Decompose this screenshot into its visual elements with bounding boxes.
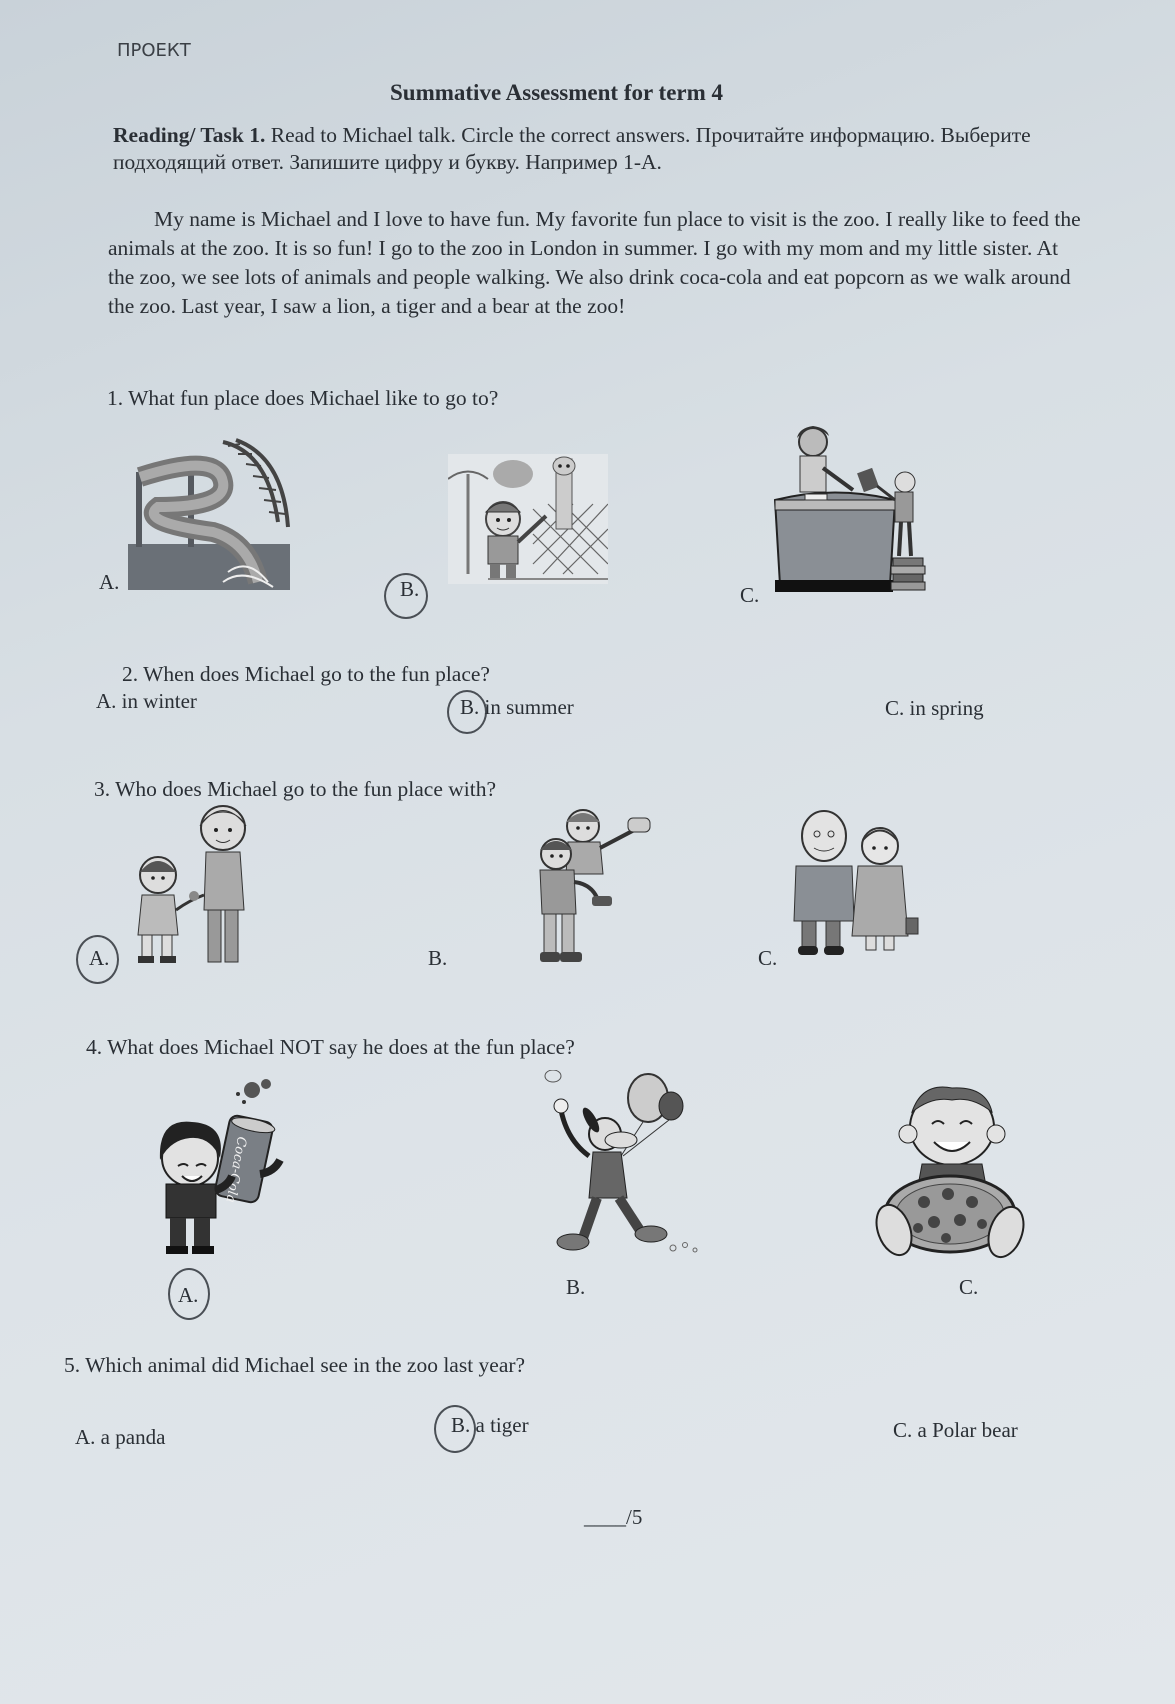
reading-passage: My name is Michael and I love to have fun. My favorite fun place to visit is the zoo. I really like to feed the animals at the zoo. It is so fun! I go to the zoo in London in summer. I go with my mom and my little sister. At the zoo, we see lots of animals and people walking. We also drink coca-cola and eat popcorn as we walk around the zoo. Last year, I saw a lion, a tiger and a bear at the zoo! bbox=[108, 207, 1081, 318]
q5-option-c[interactable] bbox=[893, 1418, 1018, 1443]
q2-option-c-text: in spring bbox=[909, 696, 984, 720]
q4-option-c[interactable]: C. bbox=[959, 1275, 979, 1299]
cola-can-label: Coca-Cola bbox=[222, 1135, 249, 1204]
page-title: Summative Assessment for term 4 bbox=[390, 80, 724, 105]
q5-option-a[interactable] bbox=[75, 1425, 165, 1450]
q5-option-b-letter: B. bbox=[451, 1413, 471, 1437]
question-4-text: 4. What does Michael NOT say he does at the fun place? bbox=[86, 1035, 575, 1059]
q3-option-a[interactable]: A. bbox=[89, 946, 110, 970]
q2-option-b-text: in summer bbox=[484, 695, 574, 719]
kids-piggyback-picture bbox=[528, 804, 663, 969]
q1-option-c[interactable]: C. bbox=[740, 583, 760, 607]
q4-option-a[interactable]: A. bbox=[178, 1283, 199, 1307]
grandparents-picture bbox=[786, 806, 921, 961]
library-desk-picture bbox=[765, 420, 930, 600]
q3-option-b[interactable]: B. bbox=[428, 946, 448, 970]
q1-option-b[interactable]: B. bbox=[400, 577, 420, 601]
goofy-balloons-picture bbox=[533, 1070, 708, 1260]
draft-stamp: ПРОЕКТ bbox=[117, 40, 191, 61]
question-1-text: 1. What fun place does Michael like to go to? bbox=[107, 386, 499, 410]
zoo-giraffe-picture bbox=[448, 454, 608, 584]
task-instructions bbox=[113, 122, 1093, 176]
score-total: /5 bbox=[626, 1505, 643, 1529]
q2-option-a-text: in winter bbox=[121, 689, 197, 713]
boy-with-pizza-picture bbox=[872, 1082, 1027, 1272]
q1-option-a[interactable]: A. bbox=[99, 570, 120, 594]
q5-option-c-letter: C. bbox=[893, 1418, 913, 1442]
score-blank[interactable]: ____ bbox=[584, 1505, 626, 1529]
boy-with-cola-picture bbox=[140, 1078, 300, 1258]
q5-option-a-text: a panda bbox=[100, 1425, 166, 1449]
girl-and-woman-picture bbox=[128, 800, 268, 970]
q5-option-b-text: a tiger bbox=[475, 1413, 529, 1437]
task-text: Read to Michael talk. Circle the correct answers. Прочитайте информацию. Выберите подходящий ответ. Запишите цифру и букву. Например 1-А. bbox=[113, 123, 1031, 174]
water-slide-picture bbox=[128, 432, 293, 592]
q5-option-a-letter: A. bbox=[75, 1425, 96, 1449]
q2-option-a-letter: A. bbox=[96, 689, 117, 713]
q2-option-b-letter: B. bbox=[460, 695, 480, 719]
q5-option-b[interactable] bbox=[451, 1413, 529, 1438]
question-3-text: 3. Who does Michael go to the fun place with? bbox=[94, 777, 497, 801]
q4-option-b[interactable]: B. bbox=[566, 1275, 586, 1299]
score-line bbox=[584, 1505, 642, 1530]
q2-option-a[interactable] bbox=[96, 689, 197, 714]
q5-option-c-text: a Polar bear bbox=[917, 1418, 1018, 1442]
q2-option-b[interactable] bbox=[460, 695, 574, 720]
task-label: Reading/ Task 1. bbox=[113, 123, 266, 147]
q3-option-c[interactable]: C. bbox=[758, 946, 778, 970]
question-2-text: 2. When does Michael go to the fun place? bbox=[122, 662, 490, 686]
q2-option-c-letter: C. bbox=[885, 696, 905, 720]
q2-option-c[interactable] bbox=[885, 696, 984, 721]
question-5-text: 5. Which animal did Michael see in the zoo last year? bbox=[64, 1353, 526, 1377]
